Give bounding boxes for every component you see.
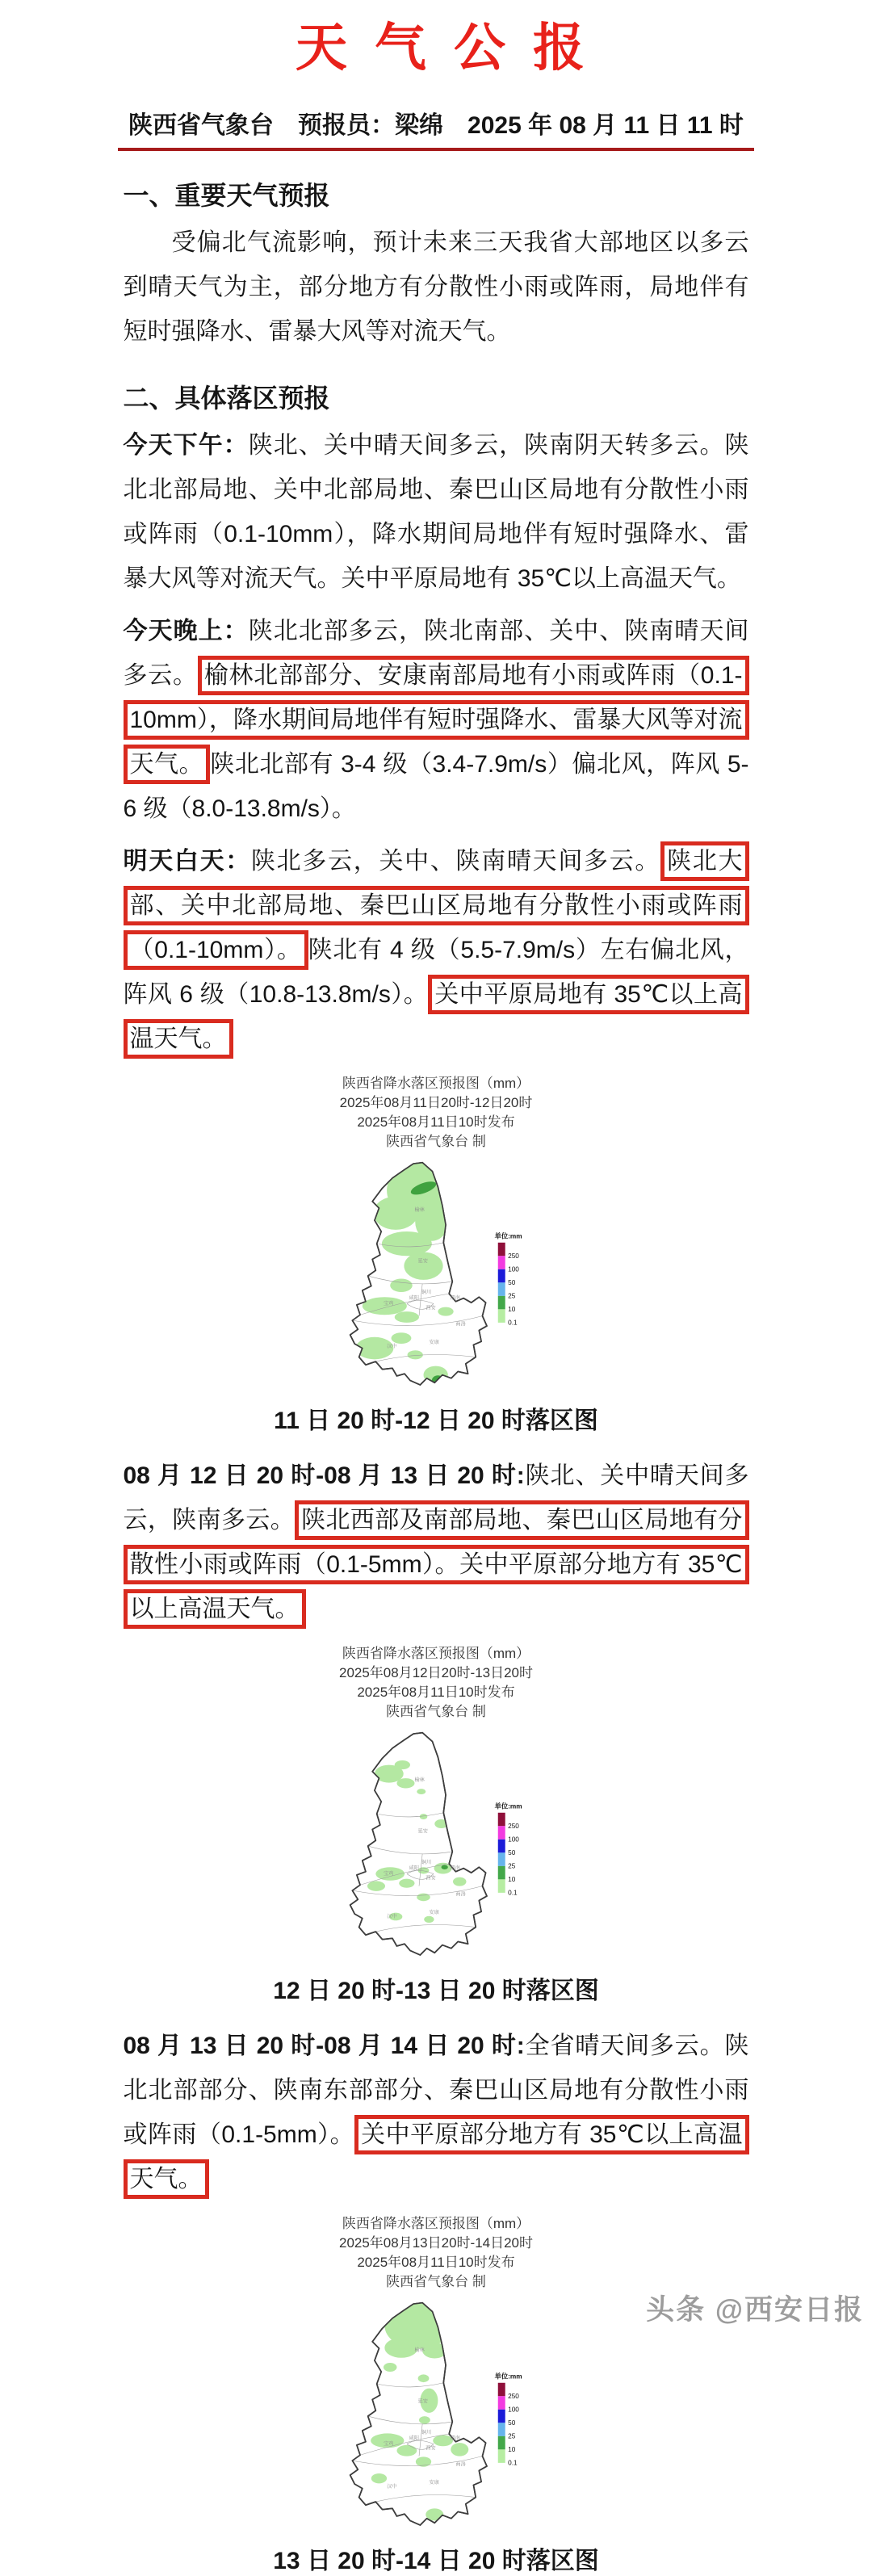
city-label: 商洛 xyxy=(455,1321,466,1328)
city-label: 榆林 xyxy=(414,2347,425,2354)
shaanxi-precip-map-3 xyxy=(303,2295,569,2534)
city-label: 西安 xyxy=(426,1305,436,1311)
legend-label: 10 xyxy=(508,1306,516,1314)
map-2-period: 2025年08月12日20时-13日20时 xyxy=(338,1665,534,1680)
overview-text: 受偏北气流影响，预计未来三天我省大部地区以多云到晴天气为主，部分地方有分散性小雨或阵雨，局地伴有短时强降水、雷暴大风等对流天气。 xyxy=(123,229,749,345)
legend-label: 25 xyxy=(508,1862,516,1870)
map-1-maker: 陕西省气象台 制 xyxy=(386,1134,486,1149)
day3-lead: 08 月 13 日 20 时-08 月 14 日 20 时: xyxy=(123,2033,525,2059)
city-label: 榆林 xyxy=(414,1777,425,1784)
map-3-caption: 13 日 20 时-14 日 20 时落区图 xyxy=(273,2548,599,2574)
today-afternoon-lead: 今天下午： xyxy=(123,432,249,459)
section-1-heading: 一、重要天气预报 xyxy=(123,181,330,210)
day3-paragraph xyxy=(124,2024,749,2201)
map-1-issued: 2025年08月11日10时发布 xyxy=(357,1114,515,1130)
page-title: 天气公报 xyxy=(296,19,612,77)
legend-label: 250 xyxy=(508,1823,519,1831)
map-1-title: 陕西省降水落区预报图（mm） xyxy=(342,1076,530,1091)
city-label: 渭南 xyxy=(450,2435,460,2441)
map-2-maker: 陕西省气象台 制 xyxy=(386,1704,486,1719)
city-label: 宝鸡 xyxy=(383,1870,394,1877)
legend-title: 单位:mm xyxy=(494,1232,522,1240)
city-label: 咸阳 xyxy=(409,1865,419,1871)
map-3-title: 陕西省降水落区预报图（mm） xyxy=(342,2216,530,2231)
city-label: 西安 xyxy=(426,2445,436,2452)
city-label: 延安 xyxy=(417,2398,429,2405)
legend-label: 0.1 xyxy=(508,1319,518,1327)
legend-label: 250 xyxy=(508,2393,519,2401)
map-3-maker: 陕西省气象台 制 xyxy=(386,2274,486,2289)
shaanxi-precip-map-2 xyxy=(303,1725,569,1964)
overview-paragraph xyxy=(124,220,749,354)
city-label: 咸阳 xyxy=(409,1294,419,1301)
day2-highlighted-text: 陕北西部及南部局地、秦巴山区局地有分散性小雨或阵雨（0.1-5mm）。关中平原部分地方有 35℃以上高温天气。 xyxy=(124,1500,749,1629)
tomorrow-highlighted-text-2: 关中平原局地有 35℃以上高温天气。 xyxy=(124,975,749,1059)
tomorrow-lead: 明天白天： xyxy=(123,848,251,875)
city-label: 铜川 xyxy=(421,2430,432,2436)
legend-scale xyxy=(495,1802,522,1896)
city-label: 铜川 xyxy=(421,1860,432,1866)
city-label: 延安 xyxy=(417,1828,429,1835)
map-3-period: 2025年08月13日20时-14日20时 xyxy=(338,2235,534,2251)
map-2-header xyxy=(124,1644,749,1722)
tonight-lead: 今天晚上： xyxy=(123,618,249,644)
city-label: 渭南 xyxy=(450,1865,460,1871)
map-2-caption: 12 日 20 时-13 日 20 时落区图 xyxy=(273,1978,599,2004)
day2-paragraph xyxy=(124,1454,749,1631)
city-label: 咸阳 xyxy=(409,2435,419,2441)
map-2-title: 陕西省降水落区预报图（mm） xyxy=(342,1646,530,1661)
city-label: 汉中 xyxy=(387,1913,397,1919)
tonight-text-2: 陕北北部有 3-4 级（3.4-7.9m/s）偏北风，阵风 5-6 级（8.0-13.8m/s）。 xyxy=(123,751,749,822)
map-3-header xyxy=(124,2214,749,2292)
byline: 陕西省气象台 预报员：梁绵 2025 年 08 月 11 日 11 时 xyxy=(128,112,744,139)
legend-label: 0.1 xyxy=(508,2459,518,2467)
legend-label: 100 xyxy=(508,1265,519,1273)
city-label: 安康 xyxy=(429,1910,439,1916)
today-afternoon-paragraph xyxy=(124,423,749,601)
day2-lead: 08 月 12 日 20 时-08 月 13 日 20 时: xyxy=(123,1462,525,1489)
legend-label: 25 xyxy=(508,2432,516,2440)
tomorrow-paragraph xyxy=(124,839,749,1061)
city-label: 铜川 xyxy=(421,1290,432,1296)
tomorrow-highlighted-text-1: 陕北大部、关中北部局地、秦巴山区局地有分散性小雨或阵雨（0.1-10mm）。 xyxy=(124,841,749,970)
day3-highlighted-text: 关中平原部分地方有 35℃以上高温天气。 xyxy=(124,2115,749,2199)
legend-label: 250 xyxy=(508,1252,519,1261)
city-label: 宝鸡 xyxy=(383,1300,394,1307)
precip-map-figure-2 xyxy=(124,1644,749,2006)
legend-scale xyxy=(495,1231,522,1326)
map-1-caption: 11 日 20 时-12 日 20 时落区图 xyxy=(274,1408,598,1434)
legend-title: 单位:mm xyxy=(494,2373,522,2381)
legend-label: 10 xyxy=(508,1876,516,1884)
city-label: 渭南 xyxy=(450,1294,460,1301)
legend-label: 100 xyxy=(508,2406,519,2414)
city-label: 榆林 xyxy=(414,1207,425,1214)
section-2-heading: 二、具体落区预报 xyxy=(123,384,330,413)
city-label: 宝鸡 xyxy=(383,2440,394,2447)
legend-label: 0.1 xyxy=(508,1889,518,1897)
map-3-issued: 2025年08月11日10时发布 xyxy=(357,2255,515,2270)
tomorrow-text-2: 陕北有 4 级（5.5-7.9m/s）左右偏北风，阵风 6 级（10.8-13.8m/s）。 xyxy=(123,937,749,1008)
day3-text: 全省晴天间多云。陕北北部部分、陕南东部部分、秦巴山区局地有分散性小雨或阵雨（0.1-5mm）。 xyxy=(123,2033,749,2148)
city-label: 商洛 xyxy=(455,2461,466,2468)
shaanxi-precip-map-1 xyxy=(303,1155,569,1394)
tonight-text-1: 陕北北部多云，陕北南部、关中、陕南晴天间多云。 xyxy=(123,618,749,689)
legend-scale xyxy=(495,2372,522,2466)
city-label: 延安 xyxy=(417,1258,429,1265)
city-label: 汉中 xyxy=(387,2483,397,2490)
city-label: 安康 xyxy=(429,2480,439,2486)
city-label: 商洛 xyxy=(455,1891,466,1898)
legend-title: 单位:mm xyxy=(494,1802,522,1810)
tonight-paragraph xyxy=(124,609,749,831)
city-label: 安康 xyxy=(429,1340,439,1346)
tomorrow-text-1: 陕北多云，关中、陕南晴天间多云。 xyxy=(250,848,661,875)
legend-label: 50 xyxy=(508,2419,516,2427)
precip-map-figure-1 xyxy=(124,1074,749,1436)
city-label: 西安 xyxy=(426,1875,436,1882)
bulletin-body xyxy=(124,175,749,2576)
legend-label: 50 xyxy=(508,1849,516,1857)
today-afternoon-text: 陕北、关中晴天间多云，陕南阴天转多云。陕北北部局地、关中北部局地、秦巴山区局地有分散性小雨或阵雨（0.1-10mm），降水期间局地伴有短时强降水、雷暴大风等对流天气。关中平原局地有 35℃以上高温天气。 xyxy=(123,432,749,592)
map-1-header xyxy=(124,1074,749,1152)
legend-label: 50 xyxy=(508,1279,516,1287)
weather-bulletin-page xyxy=(0,6,872,2574)
legend-label: 10 xyxy=(508,2446,516,2454)
tonight-highlighted-text: 榆林北部部分、安康南部局地有小雨或阵雨（0.1-10mm），降水期间局地伴有短时强降水、雷暴大风等对流天气。 xyxy=(124,656,749,784)
map-2-issued: 2025年08月11日10时发布 xyxy=(357,1684,515,1700)
watermark: 头条 @西安日报 xyxy=(646,2294,864,2326)
precip-map-figure-3 xyxy=(124,2214,749,2576)
legend-label: 100 xyxy=(508,1836,519,1844)
legend-label: 25 xyxy=(508,1292,516,1300)
map-1-period: 2025年08月11日20时-12日20时 xyxy=(339,1095,533,1110)
byline-underline xyxy=(118,105,754,151)
day2-text: 陕北、关中晴天间多云，陕南多云。 xyxy=(123,1462,749,1533)
city-label: 汉中 xyxy=(387,1343,397,1349)
